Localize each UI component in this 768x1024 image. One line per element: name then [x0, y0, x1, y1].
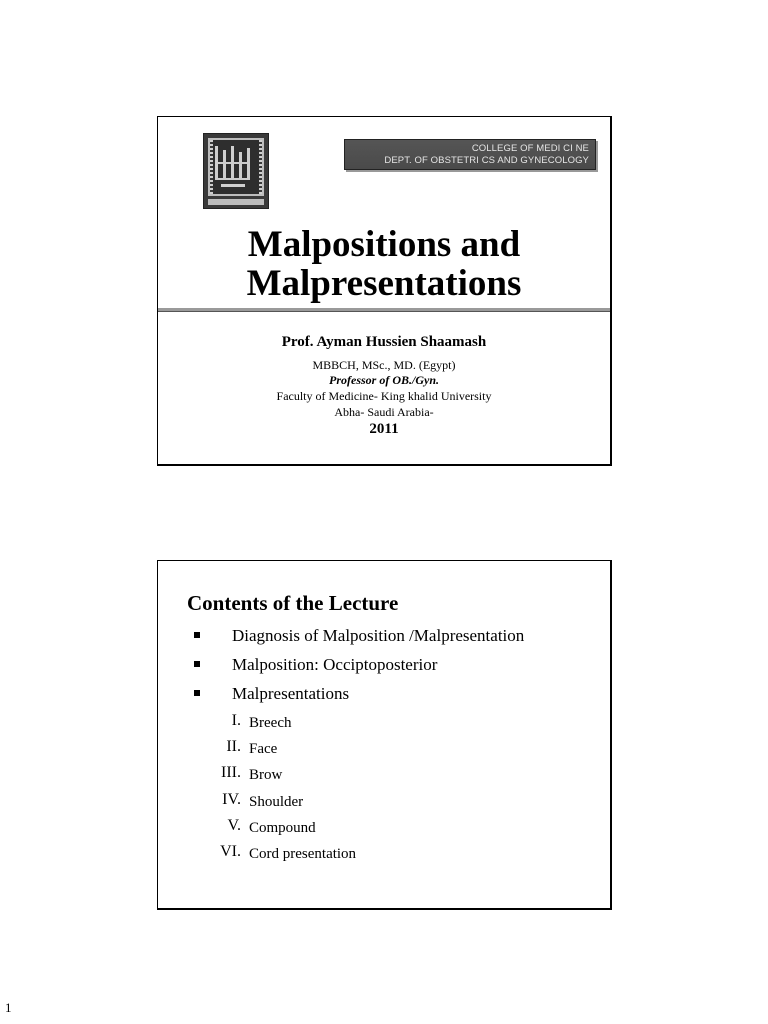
roman-numeral: I.	[231, 712, 241, 729]
slide-title	[158, 225, 610, 303]
bullet-text: Malposition: Occiptoposterior	[232, 655, 438, 674]
logo-calligraphy	[211, 144, 261, 202]
author-name: Prof. Ayman Hussien Shaamash	[281, 334, 487, 350]
university-seal-icon	[203, 133, 269, 209]
bullet-text: Diagnosis of Malposition /Malpresentation	[232, 626, 525, 645]
subitem-text: Compound	[249, 819, 316, 836]
roman-numeral: IV.	[222, 790, 241, 808]
title-line-2: Malpresentations	[246, 263, 522, 304]
roman-numeral: II.	[226, 738, 241, 756]
roman-numeral: V.	[227, 816, 241, 834]
author-degrees: MBBCH, MSc., MD. (Egypt)	[312, 358, 456, 372]
roman-numeral: III.	[221, 764, 241, 782]
college-name: COLLEGE OF MEDI CI NE	[471, 143, 589, 154]
title-line-1: Malpositions and	[247, 224, 521, 265]
subitem-text: Breech	[249, 715, 292, 731]
department-name: DEPT. OF OBSTETRI CS AND GYNECOLOGY	[384, 155, 589, 166]
subitem-text: Cord presentation	[249, 845, 357, 862]
subitem-text: Shoulder	[249, 793, 304, 810]
author-role: Professor of OB./Gyn.	[329, 373, 439, 387]
roman-numeral: VI.	[220, 842, 241, 860]
title-divider	[158, 308, 610, 312]
square-bullet-icon	[194, 661, 200, 667]
contents-title: Contents of the Lecture	[187, 591, 399, 615]
page-number: 1	[5, 1000, 12, 1015]
square-bullet-icon	[194, 690, 200, 696]
square-bullet-icon	[194, 632, 200, 638]
bullet-text: Malpresentations	[232, 684, 350, 703]
college-header	[344, 139, 596, 170]
title-slide	[157, 116, 612, 466]
contents-slide	[157, 560, 612, 910]
author-location: Abha- Saudi Arabia-	[334, 405, 434, 419]
subitem-text: Face	[249, 741, 278, 758]
logo-caption-band	[208, 199, 264, 205]
subitem-text: Brow	[249, 767, 283, 784]
lecture-year: 2011	[369, 421, 399, 437]
author-faculty: Faculty of Medicine- King khalid University	[276, 389, 492, 403]
